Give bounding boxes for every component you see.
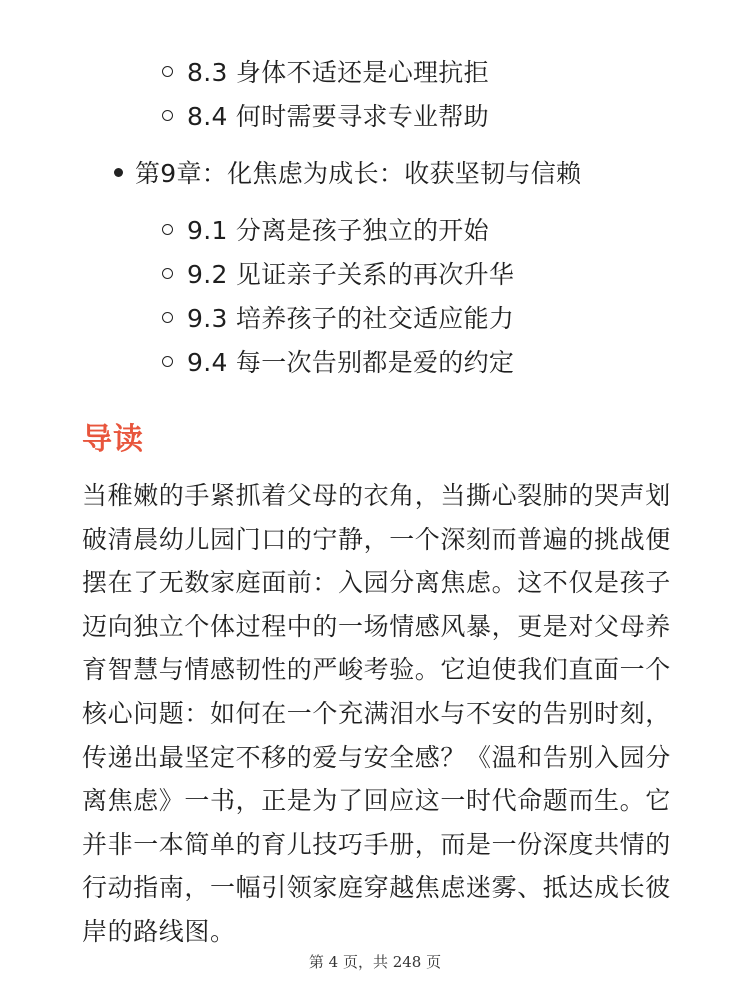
- toc-section-label: 8.3 身体不适还是心理抗拒: [187, 58, 489, 87]
- toc-section-label: 8.4 何时需要寻求专业帮助: [187, 102, 489, 131]
- toc-section-label: 9.2 见证亲子关系的再次升华: [187, 260, 515, 289]
- toc-section-9-4: [162, 344, 514, 378]
- toc-section-9-1: [162, 212, 489, 246]
- circle-bullet-icon: [162, 268, 173, 279]
- circle-bullet-icon: [162, 66, 173, 77]
- toc-section-label: 9.3 培养孩子的社交适应能力: [187, 304, 515, 333]
- toc-chapter-9: [114, 154, 581, 190]
- toc-section-label: 9.4 每一次告别都是爱的约定: [187, 348, 515, 377]
- toc-section-8-3: [162, 54, 489, 88]
- toc-section-label: 9.1 分离是孩子独立的开始: [187, 216, 489, 245]
- toc-section-9-3: [162, 300, 514, 334]
- page-number: 第 4 页，共 248 页: [308, 953, 442, 971]
- intro-paragraph: 当稚嫩的手紧抓着父母的衣角，当撕心裂肺的哭声划破清晨幼儿园门口的宁静，一个深刻而普遍的挑战便摆在了无数家庭面前：入园分离焦虑。这不仅是孩子迈向独立个体过程中的一场情感风暴，更是对父母养育智慧与情感韧性的严峻考验。它迫使我们直面一个核心问题：如何在一个充满泪水与不安的告别时刻，传递出最坚定不移的爱与安全感？《温和告别入园分离焦虑》一书，正是为了回应这一时代命题而生。它并非一本简单的育儿技巧手册，而是一份深度共情的行动指南，一幅引领家庭穿越焦虑迷雾、抵达成长彼岸的路线图。: [82, 481, 671, 946]
- intro-heading: 导读: [82, 422, 144, 457]
- toc-section-8-4: [162, 98, 489, 132]
- circle-bullet-icon: [162, 312, 173, 323]
- circle-bullet-icon: [162, 110, 173, 121]
- circle-bullet-icon: [162, 356, 173, 367]
- toc-section-9-2: [162, 256, 514, 290]
- circle-bullet-icon: [162, 224, 173, 235]
- disc-bullet-icon: [114, 168, 123, 177]
- toc-chapter-label: 第9章：化焦虑为成长：收获坚韧与信赖: [135, 159, 582, 188]
